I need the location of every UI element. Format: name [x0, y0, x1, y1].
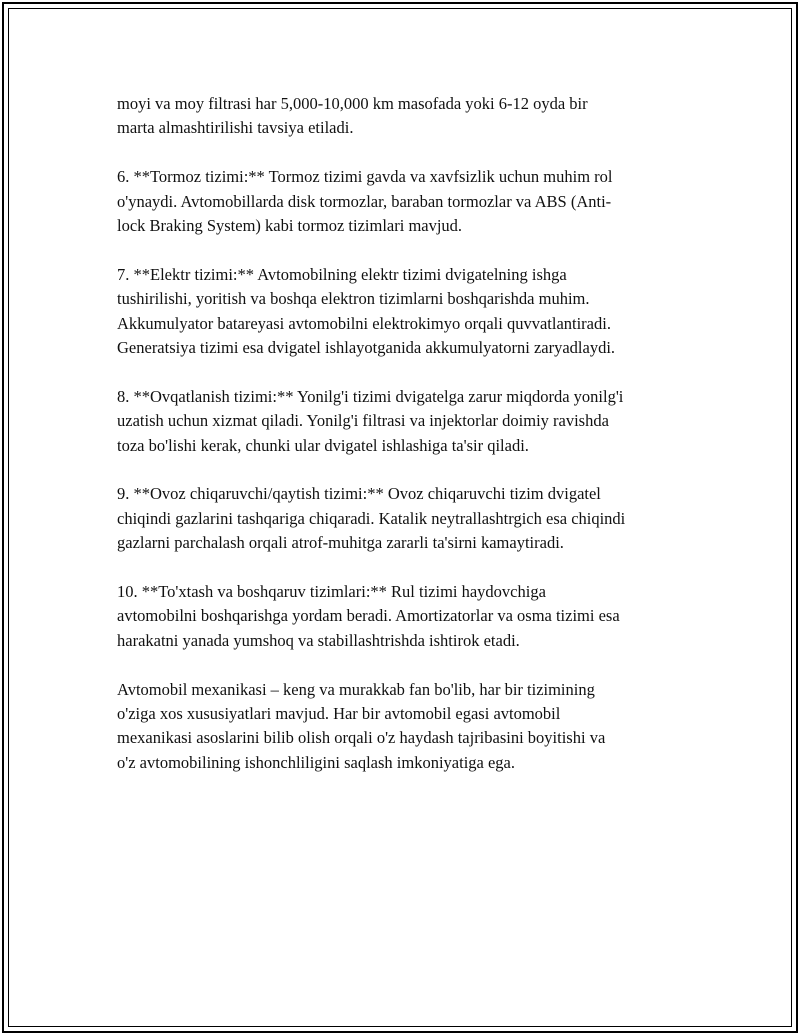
text-line: mexanikasi asoslarini bilib olish orqali o'z haydash tajribasini boyitishi va — [117, 728, 606, 748]
text-line: 6. **Tormoz tizimi:** Tormoz tizimi gavda va xavfsizlik uchun muhim rol — [117, 167, 613, 187]
paragraph-brake-system — [117, 165, 687, 238]
text-line: moyi va moy filtrasi har 5,000-10,000 km masofada yoki 6-12 oyda bir — [117, 94, 588, 113]
text-line: 7. **Elektr tizimi:** Avtomobilning elektr tizimi dvigatelning ishga — [117, 264, 567, 284]
paragraph-conclusion — [117, 678, 687, 776]
text-line: uzatish uchun xizmat qiladi. Yonilg'i filtrasi va injektorlar doimiy ravishda — [117, 411, 609, 431]
text-line: Akkumulyator batareyasi avtomobilni elektrokimyo orqali quvvatlantiradi. — [117, 313, 611, 333]
text-line: Avtomobil mexanikasi – keng va murakkab fan bo'lib, har bir tizimining — [117, 679, 595, 699]
paragraph-steering-suspension — [117, 580, 687, 653]
text-line: marta almashtirilishi tavsiya etiladi. — [117, 118, 354, 138]
text-line: 9. **Ovoz chiqaruvchi/qaytish tizimi:** Ovoz chiqaruvchi tizim dvigatel — [117, 484, 601, 504]
text-line: chiqindi gazlarini tashqariga chiqaradi. Katalik neytrallashtrgich esa chiqindi — [117, 508, 626, 528]
text-line: toza bo'lishi kerak, chunki ular dvigatel ishlashiga ta'sir qiladi. — [117, 435, 529, 455]
text-line: Generatsiya tizimi esa dvigatel ishlayotganida akkumulyatorni zaryadlaydi. — [117, 338, 616, 358]
text-line: gazlarni parchalash orqali atrof-muhitga zararli ta'sirni kamaytiradi. — [117, 533, 564, 553]
document-body — [117, 92, 687, 800]
text-line: 10. **To'xtash va boshqaruv tizimlari:** Rul tizimi haydovchiga — [117, 582, 546, 602]
text-line: harakatni yanada yumshoq va stabillashtrishda ishtirok etadi. — [117, 630, 520, 650]
paragraph-fuel-system — [117, 385, 687, 458]
text-line: o'ynaydi. Avtomobillarda disk tormozlar, baraban tormozlar va ABS (Anti- — [117, 191, 612, 211]
paragraph-exhaust-system — [117, 482, 687, 555]
text-line: lock Braking System) kabi tormoz tizimlari mavjud. — [117, 216, 463, 236]
text-line: tushirilishi, yoritish va boshqa elektron tizimlarni boshqarishda muhim. — [117, 289, 590, 309]
text-line: 8. **Ovqatlanish tizimi:** Yonilg'i tizimi dvigatelga zarur miqdorda yonilg'i — [117, 386, 624, 406]
paragraph-electric-system — [117, 263, 687, 361]
text-line: o'ziga xos xususiyatlari mavjud. Har bir avtomobil egasi avtomobil — [117, 704, 561, 724]
text-line: avtomobilni boshqarishga yordam beradi. Amortizatorlar va osma tizimi esa — [117, 606, 620, 626]
paragraph-oil-continuation — [117, 92, 687, 141]
text-line: o'z avtomobilining ishonchliligini saqlash imkoniyatiga ega. — [117, 752, 515, 772]
